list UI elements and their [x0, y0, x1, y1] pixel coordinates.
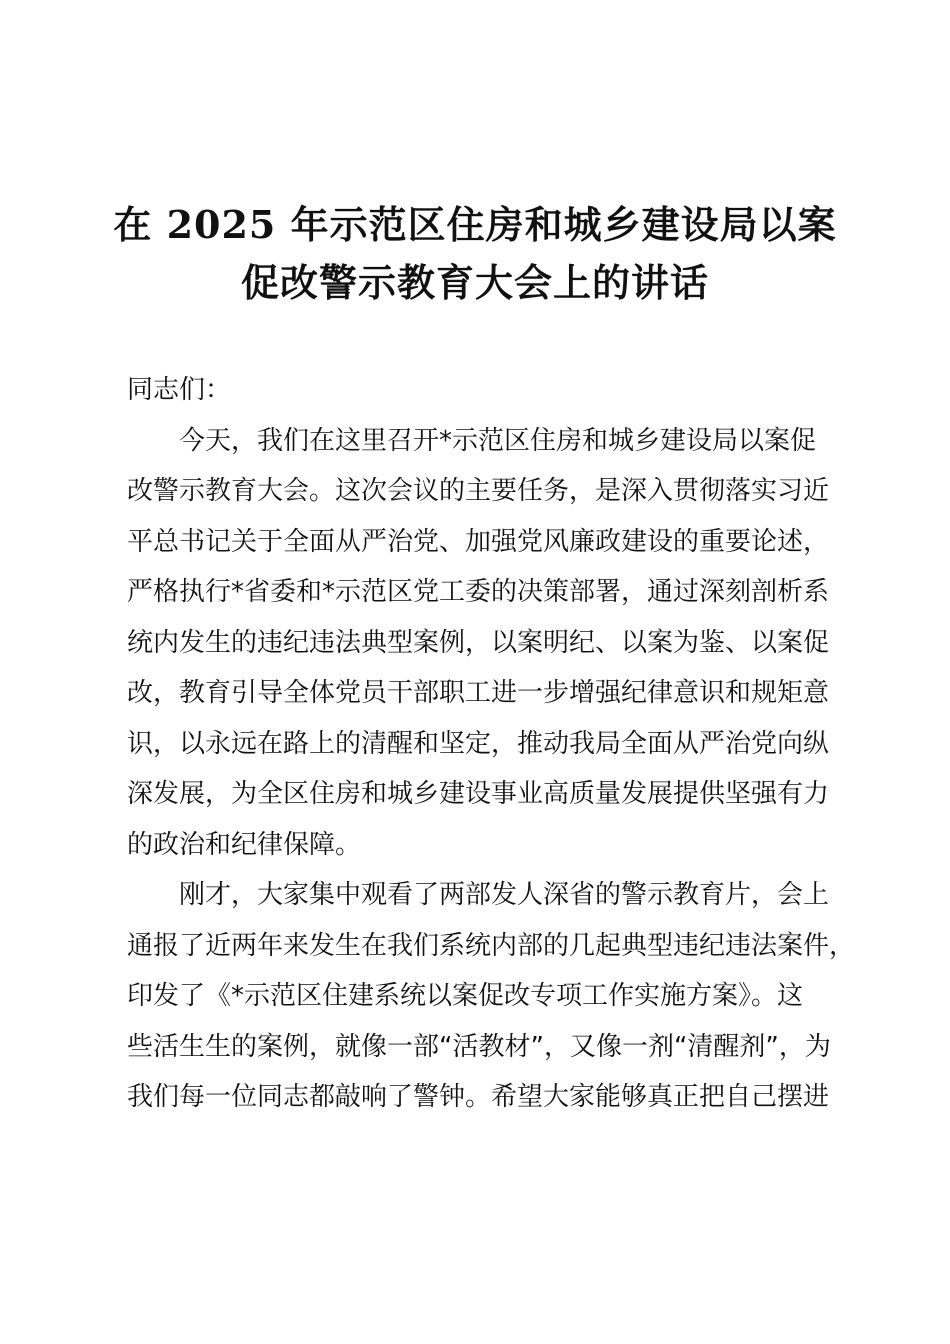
paragraph-1-line: 深发展，为全区住房和城乡建设事业高质量发展提供坚强有力	[127, 779, 830, 809]
paragraph-1	[127, 416, 830, 871]
document-body	[127, 365, 856, 1123]
document-title	[110, 196, 840, 312]
paragraph-2-line: 些活生生的案例，就像一部“活教材”，又像一剂“清醒剂”，为	[127, 1031, 831, 1062]
paragraph-1-line: 改，教育引导全体党员干部职工进一步增强纪律意识和规矩意	[127, 678, 830, 708]
title-line-1: 在 2025 年示范区住房和城乡建设局以案	[113, 202, 837, 247]
paragraph-2-line: 刚才，大家集中观看了两部发人深省的警示教育片，会上	[179, 880, 830, 910]
paragraph-1-line: 识，以永远在路上的清醒和坚定，推动我局全面从严治党向纵	[127, 728, 830, 759]
paragraph-1-line: 统内发生的违纪违法典型案例，以案明纪、以案为鉴、以案促	[127, 627, 830, 658]
paragraph-1-line: 改警示教育大会。这次会议的主要任务，是深入贯彻落实习近	[127, 476, 830, 506]
paragraph-2-line: 我们每一位同志都敲响了警钟。希望大家能够真正把自己摆进	[127, 1082, 830, 1112]
paragraph-1-line: 今天，我们在这里召开*示范区住房和城乡建设局以案促	[179, 425, 817, 456]
paragraph-1-line: 严格执行*省委和*示范区党工委的决策部署，通过深刻剖析系	[127, 577, 830, 607]
paragraph-2-line: 通报了近两年来发生在我们系统内部的几起典型违纪违法案件，	[127, 930, 856, 961]
paragraph-1-line: 平总书记关于全面从严治党、加强党风廉政建设的重要论述，	[127, 526, 830, 557]
salutation: 同志们：	[127, 375, 232, 405]
title-line-2: 促改警示教育大会上的讲话	[240, 260, 709, 305]
paragraph-1-line: 的政治和纪律保障。	[127, 829, 362, 860]
paragraph-2-line: 印发了《*示范区住建系统以案促改专项工作实施方案》。这	[127, 981, 804, 1011]
paragraph-2	[127, 870, 856, 1123]
